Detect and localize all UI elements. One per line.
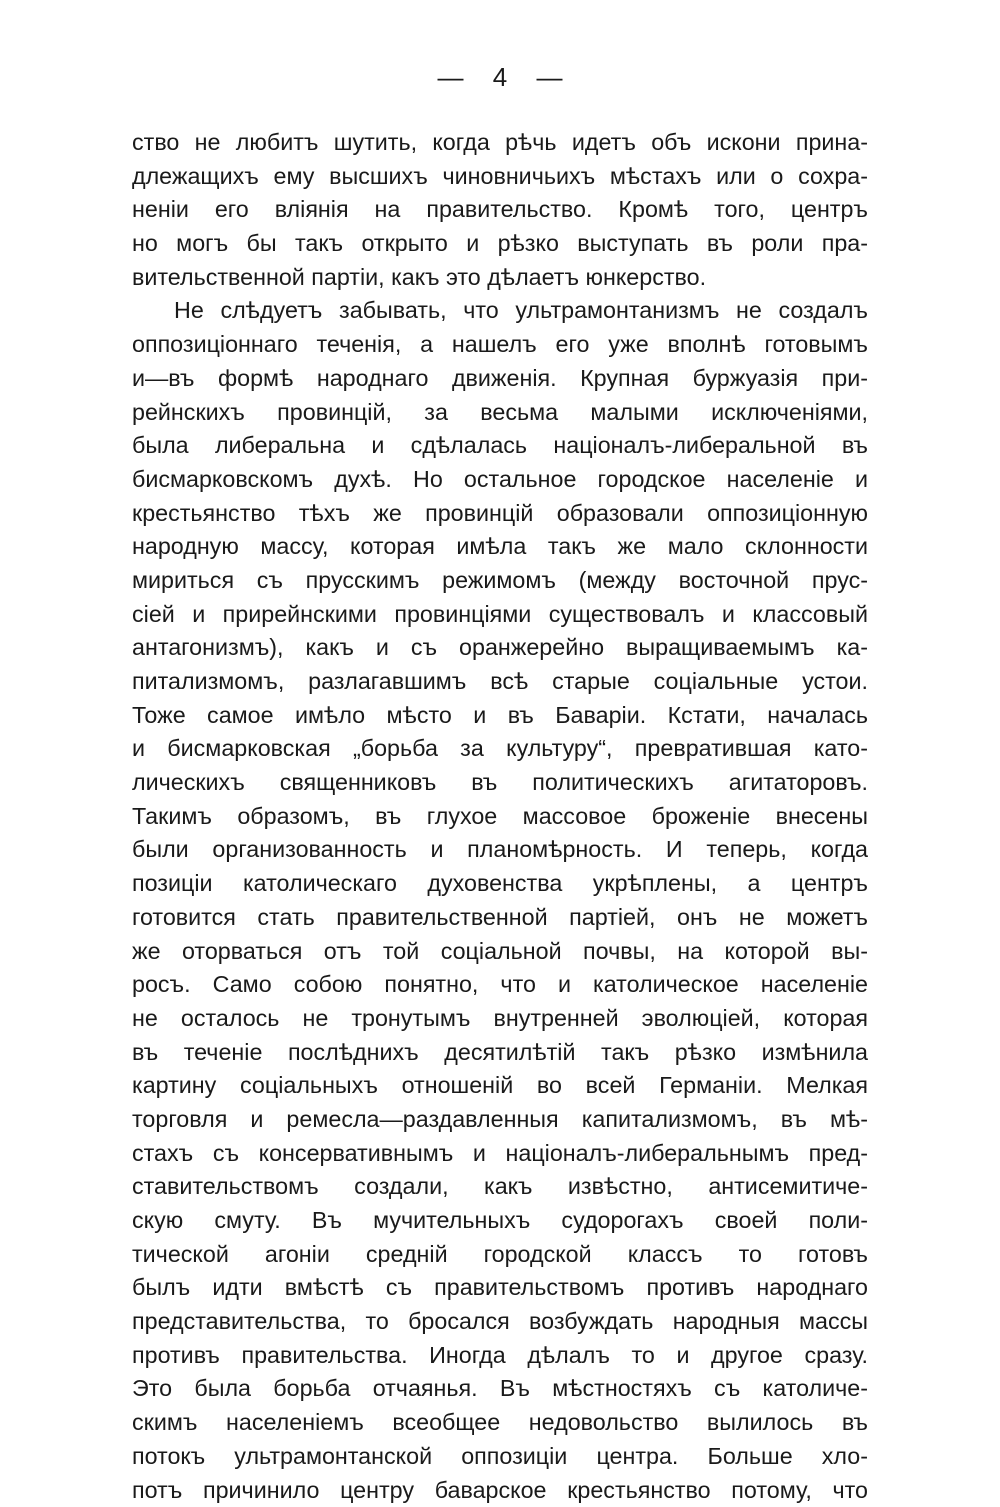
text-line: длежащихъ ему высшихъ чиновничьихъ мѣстахъ или о сохра- <box>132 160 868 194</box>
text-line: тической агоніи средній городской классъ то готовъ <box>132 1238 868 1272</box>
text-line: потъ причинило центру баварское крестьянство потому, что <box>132 1474 868 1507</box>
text-line: и—въ формѣ народнаго движенія. Крупная буржуазія при- <box>132 362 868 396</box>
text-line: рейнскихъ провинцій, за весьма малыми исключеніями, <box>132 396 868 430</box>
text-line: и бисмарковская „борьба за культуру“, превратившая като- <box>132 732 868 766</box>
text-line: Это была борьба отчаянья. Въ мѣстностяхъ съ католиче- <box>132 1372 868 1406</box>
text-line: была либеральна и сдѣлалась націоналъ-либеральной въ <box>132 429 868 463</box>
page-number: — 4 — <box>0 60 1000 94</box>
text-line: вительственной партіи, какъ это дѣлаетъ юнкерство. <box>132 261 868 295</box>
text-line: Такимъ образомъ, въ глухое массовое броженіе внесены <box>132 800 868 834</box>
text-line: торговля и ремесла—раздавленныя капитализмомъ, въ мѣ- <box>132 1103 868 1137</box>
text-line: былъ идти вмѣстѣ съ правительствомъ противъ народнаго <box>132 1271 868 1305</box>
text-line: представительства, то бросался возбуждать народныя массы <box>132 1305 868 1339</box>
text-line: потокъ ультрамонтанской оппозиціи центра. Больше хло- <box>132 1440 868 1474</box>
paragraph-first-line: Не слѣдуетъ забывать, что ультрамонтанизмъ не создалъ <box>132 294 868 328</box>
text-line: бисмарковскомъ духѣ. Но остальное городское населеніе и <box>132 463 868 497</box>
text-line: не осталось не тронутымъ внутренней эволюціей, которая <box>132 1002 868 1036</box>
text-line: крестьянство тѣхъ же провинцій образовали оппозиціонную <box>132 497 868 531</box>
text-line: росъ. Само собою понятно, что и католическое населеніе <box>132 968 868 1002</box>
text-line: стахъ съ консервативнымъ и націоналъ-либеральнымъ пред- <box>132 1137 868 1171</box>
text-line: питализмомъ, разлагавшимъ всѣ старые соціальные устои. <box>132 665 868 699</box>
text-line: скую смуту. Въ мучительныхъ судорогахъ своей поли- <box>132 1204 868 1238</box>
text-line: были организованность и планомѣрность. И теперь, когда <box>132 833 868 867</box>
text-line: Тоже самое имѣло мѣсто и въ Баваріи. Кстати, началась <box>132 699 868 733</box>
text-line: но могъ бы такъ открыто и рѣзко выступать въ роли пра- <box>132 227 868 261</box>
text-line: ставительствомъ создали, какъ извѣстно, антисемитиче- <box>132 1170 868 1204</box>
text-line: оппозиціоннаго теченія, а нашелъ его уже вполнѣ готовымъ <box>132 328 868 362</box>
text-line: въ теченіе послѣднихъ десятилѣтій такъ рѣзко измѣнила <box>132 1036 868 1070</box>
text-line: лическихъ священниковъ въ политическихъ агитаторовъ. <box>132 766 868 800</box>
text-line: неніи его вліянія на правительство. Кромѣ того, центръ <box>132 193 868 227</box>
text-line: позиціи католическаго духовенства укрѣплены, а центръ <box>132 867 868 901</box>
text-line: картину соціальныхъ отношеній во всей Германіи. Мелкая <box>132 1069 868 1103</box>
text-line: сіей и прирейнскими провинціями существовалъ и классовый <box>132 598 868 632</box>
text-line: мириться съ прусскимъ режимомъ (между восточной прус- <box>132 564 868 598</box>
text-line: народную массу, которая имѣла такъ же мало склонности <box>132 530 868 564</box>
text-line: же оторваться отъ той соціальной почвы, на которой вы- <box>132 935 868 969</box>
text-line: противъ правительства. Иногда дѣлалъ то и другое сразу. <box>132 1339 868 1373</box>
text-line: ство не любитъ шутить, когда рѣчь идетъ объ искони прина- <box>132 126 868 160</box>
text-line: скимъ населеніемъ всеобщее недовольство вылилось въ <box>132 1406 868 1440</box>
text-line: антагонизмъ), какъ и съ оранжерейно выращиваемымъ ка- <box>132 631 868 665</box>
body-text <box>132 126 868 1507</box>
text-line: готовится стать правительственной партіей, онъ не можетъ <box>132 901 868 935</box>
